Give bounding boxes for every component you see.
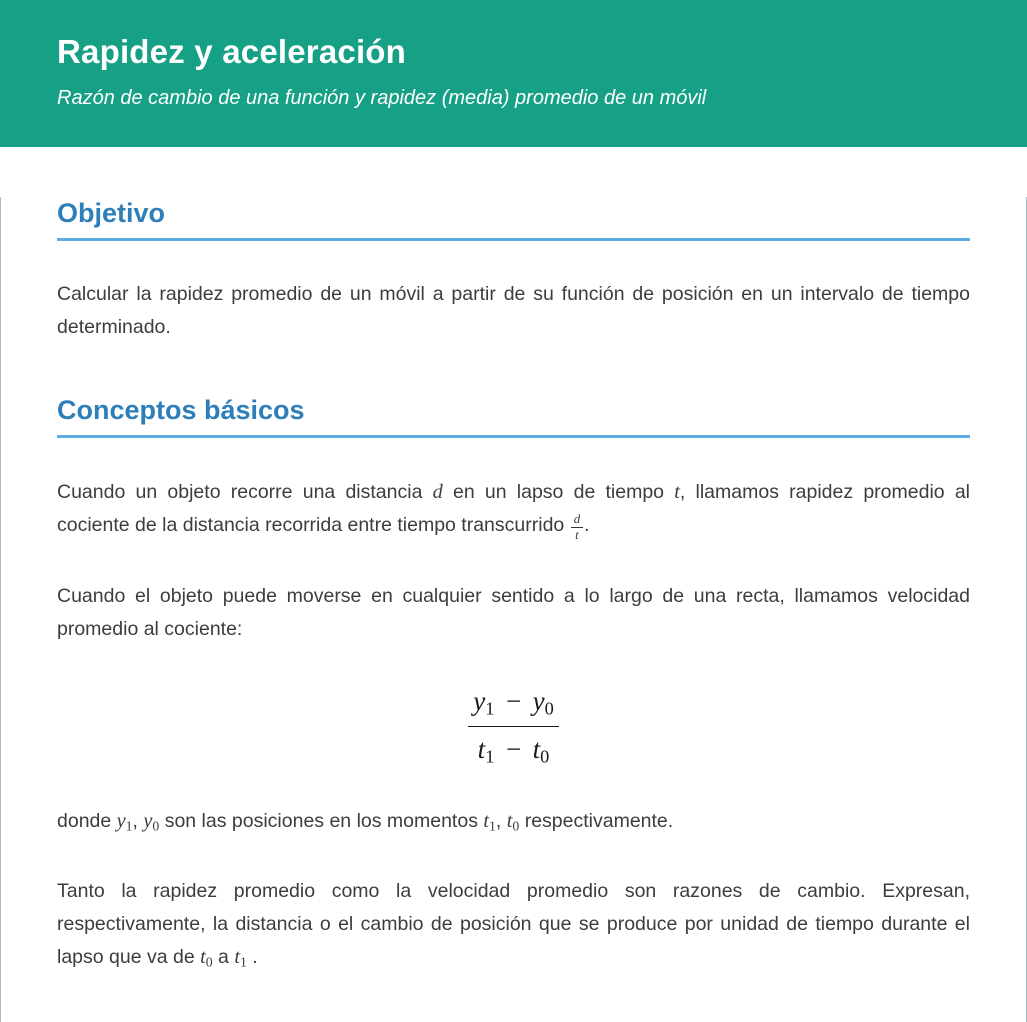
math-var-y1: y: [473, 686, 486, 717]
subscript: 1: [485, 746, 495, 767]
text-run: Calcular la rapidez promedio de un móvil a partir de su función de posición en un intervalo de tiempo determinado.: [57, 283, 970, 339]
math-var-y0: [143, 810, 159, 832]
fraction-numerator: [468, 685, 559, 727]
subscript: 0: [544, 698, 554, 719]
section-heading-conceptos-basicos: Conceptos básicos: [57, 394, 970, 438]
document-body: [0, 197, 1027, 1022]
text-run: son las posiciones en los momentos: [159, 809, 484, 832]
paragraph-objetivo: [57, 278, 970, 344]
text-run: respectivamente.: [519, 809, 674, 832]
math-var-t0: t: [532, 734, 541, 765]
subscript: 0: [512, 818, 520, 834]
paragraph-razones-de-cambio: [57, 875, 970, 975]
subscript: 1: [485, 698, 495, 719]
text-run: ,: [495, 809, 507, 832]
minus-operator: −: [504, 686, 523, 717]
subscript: 1: [489, 818, 496, 834]
math-var-t1: [483, 810, 496, 832]
subscript: 0: [205, 954, 213, 970]
display-formula-velocidad-promedio: [57, 685, 970, 767]
math-var-t1: [234, 946, 247, 968]
subscript: 0: [152, 818, 160, 834]
math-symbol: t: [506, 809, 513, 832]
math-symbol: t: [234, 946, 240, 969]
text-run: Cuando el objeto puede moverse en cualquier sentido a lo largo de una recta, llamamos velocidad promedio al cociente:: [57, 584, 970, 640]
text-run: .: [246, 946, 258, 969]
text-run: , llamamos rapidez promedio al cociente de la distancia recorrida entre tiempo transcurrido: [57, 481, 970, 537]
text-run: .: [584, 514, 590, 537]
section-heading-objetivo: Objetivo: [57, 197, 970, 241]
paragraph-velocidad-promedio: [57, 580, 970, 646]
paragraph-rapidez-promedio: [57, 475, 970, 543]
text-run: Cuando un objeto recorre una distancia: [57, 481, 433, 504]
math-var-y1: [117, 810, 133, 832]
subscript: 0: [540, 746, 550, 767]
page-title: Rapidez y aceleración: [57, 33, 407, 70]
page-subtitle: Razón de cambio de una función y rapidez (media) promedio de un móvil: [57, 86, 707, 109]
math-var-t0: [200, 946, 213, 968]
fraction-denominator: t: [575, 528, 579, 543]
minus-operator: −: [504, 734, 523, 765]
math-var-t: t: [674, 481, 680, 504]
math-var-d: d: [432, 481, 443, 504]
text-run: Tanto la rapidez promedio como la velocidad promedio son razones de cambio. Expresan, respectivamente, la distancia o el cambio de posición que se produce por unidad de tiempo durante el lapso que va de: [57, 879, 970, 969]
math-var-t1: t: [477, 734, 486, 765]
math-symbol: t: [483, 809, 490, 832]
subscript: 1: [239, 954, 247, 970]
math-var-y0: y: [532, 686, 545, 717]
inline-fraction-d-over-t: [571, 513, 583, 543]
text-run: donde: [57, 809, 117, 832]
fraction-denominator: [468, 727, 559, 767]
header-banner: [0, 0, 1027, 147]
math-symbol: y: [116, 809, 126, 832]
display-fraction: [468, 685, 559, 767]
text-run: ,: [132, 809, 144, 832]
math-var-t0: [507, 810, 520, 832]
math-symbol: y: [143, 809, 153, 832]
paragraph-donde: [57, 804, 970, 838]
subscript: 1: [125, 818, 133, 834]
fraction-numerator: d: [571, 513, 583, 529]
text-run: en un lapso de tiempo: [442, 481, 675, 504]
math-symbol: t: [200, 946, 206, 969]
text-run: a: [212, 946, 235, 969]
